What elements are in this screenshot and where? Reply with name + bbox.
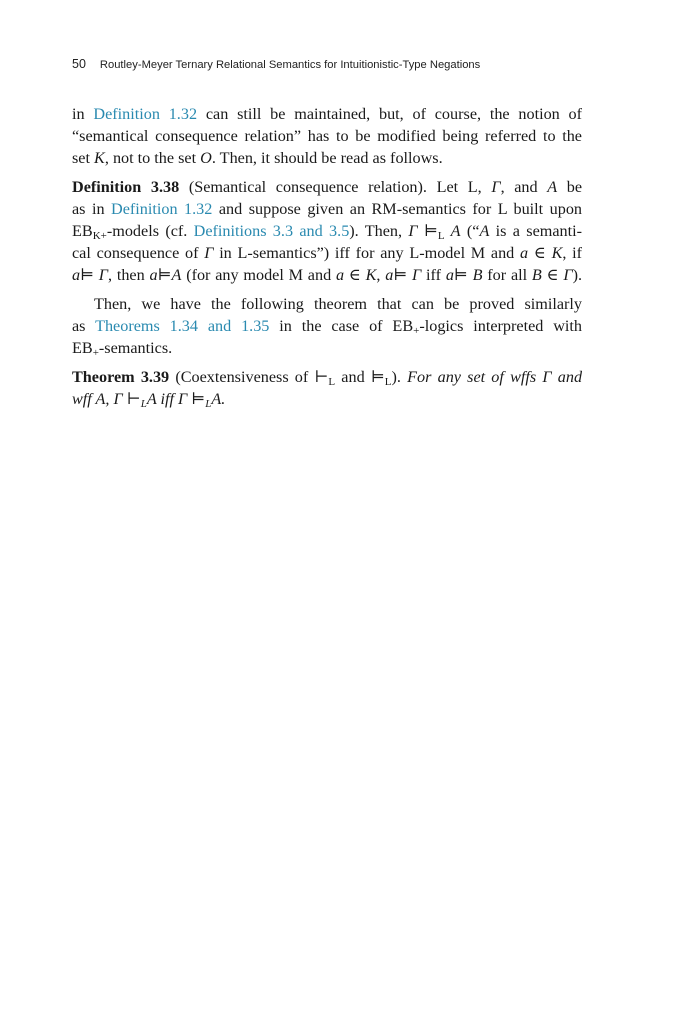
definition-label: Definition 3.38 <box>72 178 180 196</box>
text-line: set K, not to the set O. Then, it should be read as follows. <box>72 149 443 167</box>
link-definition-1-32[interactable]: Definition 1.32 <box>93 105 198 123</box>
text-line: $EB_+$-semantics. <box>72 339 173 359</box>
text-line: in Definition 1.32 can still be maintained, but, of course, the notion of <box>72 105 582 123</box>
page-number: 50 <box>72 57 86 71</box>
text-line: “semantical consequence relation” has to be modified being referred to the <box>72 127 582 145</box>
theorem-3-39 <box>72 366 582 410</box>
text-line: wff A, Γ $⊢_LA$ iff Γ $⊨_LA$. <box>72 390 226 410</box>
running-header <box>72 57 480 71</box>
body-text <box>72 103 582 410</box>
text-line: a⊨ Γ, then a⊨A (for any model M and a ∈ K, a⊨ Γ iff a⊨ B for all B ∈ Γ). <box>72 266 582 284</box>
text-line: cal consequence of Γ in L-semantics”) iff for any L-model M and a ∈ K, if <box>72 244 582 262</box>
link-definition-1-32[interactable]: Definition 1.32 <box>111 200 213 218</box>
running-title: Routley-Meyer Ternary Relational Semantics for Intuitionistic-Type Negations <box>99 59 481 71</box>
definition-3-38 <box>72 176 582 286</box>
link-definitions-3-3-and-3-5[interactable]: Definitions 3.3 and 3.5 <box>193 222 350 240</box>
paragraph-theorem-intro <box>72 293 582 359</box>
definition-title: (Semantical consequence relation). <box>188 178 427 196</box>
paragraph-intro <box>72 103 582 169</box>
theorem-label: Theorem 3.39 <box>72 368 170 386</box>
text-line: Theorem 3.39 (Coextensiveness of $⊢_L$ and $⊨_L$). For any set of wffs Γ and <box>72 368 582 388</box>
text-line: Then, we have the following theorem that can be proved similarly <box>94 295 582 313</box>
text-line: $EB_{K+}$-models (cf. Definitions 3.3 and 3.5). Then, Γ $⊨_L$ A (“A is a semanti- <box>72 222 582 242</box>
theorem-title: (Coextensiveness of $⊢_L$ and $⊨_L$). <box>175 368 401 388</box>
text-line: Definition 3.38 (Semantical consequence relation). Let L, Γ, and A be <box>72 178 582 196</box>
text-line: as Theorems 1.34 and 1.35 in the case of $EB_+$-logics interpreted with <box>72 317 582 337</box>
link-theorems-1-34-and-1-35[interactable]: Theorems 1.34 and 1.35 <box>95 317 270 335</box>
text-line: as in Definition 1.32 and suppose given an RM-semantics for L built upon <box>72 200 582 218</box>
